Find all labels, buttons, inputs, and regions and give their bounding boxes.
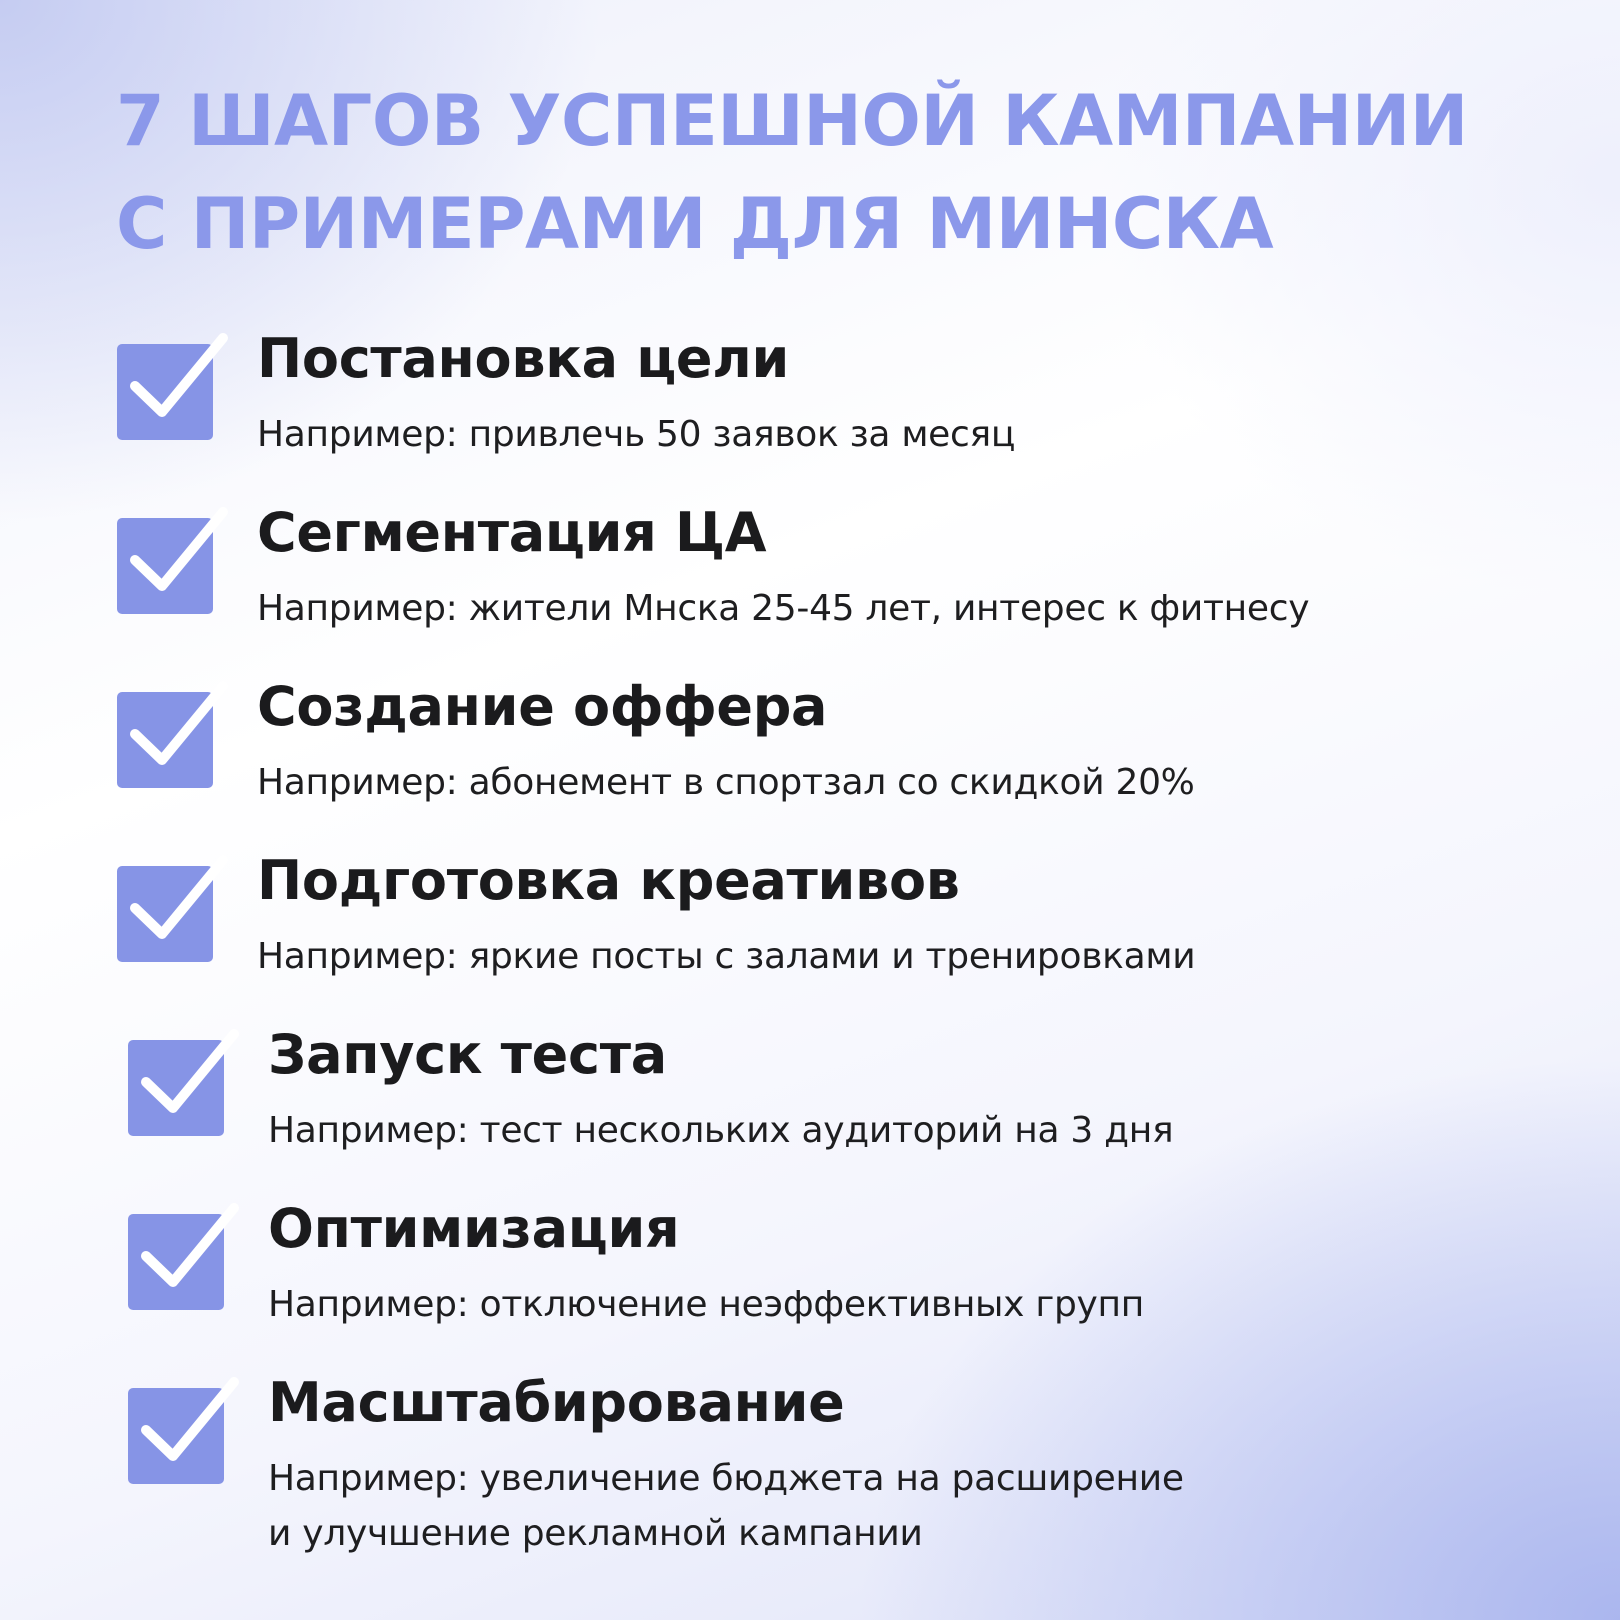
checkbox-checked-icon — [117, 692, 213, 788]
step-example — [257, 755, 1195, 810]
step-title: Сегментация ЦА — [257, 501, 767, 564]
step-example-line: Например: тест нескольких аудиторий на 3 дня — [268, 1110, 1174, 1151]
step-title: Масштабирование — [268, 1371, 845, 1434]
step-example — [257, 581, 1309, 636]
checkbox-checked-icon — [128, 1214, 224, 1310]
checkbox-checked-icon — [128, 1040, 224, 1136]
checkbox-checked-icon — [117, 344, 213, 440]
step-title: Подготовка креативов — [257, 849, 960, 912]
step-example — [268, 1451, 1184, 1561]
step-example-line: Например: увеличение бюджета на расширение — [268, 1458, 1184, 1499]
step-title: Создание оффера — [257, 675, 828, 738]
title-line-1: 7 ШАГОВ УСПЕШНОЙ КАМПАНИИ — [116, 80, 1468, 162]
checkbox-checked-icon — [128, 1388, 224, 1484]
page-title — [116, 70, 1536, 276]
step-example — [257, 407, 1015, 462]
step-example-line: Например: яркие посты с залами и тренировками — [257, 936, 1196, 977]
step-title: Запуск теста — [268, 1023, 667, 1086]
step-example-line: Например: отключение неэффективных групп — [268, 1284, 1144, 1325]
step-example-line: Например: абонемент в спортзал со скидкой 20% — [257, 762, 1195, 803]
step-example-line: Например: жители Мнска 25-45 лет, интерес к фитнесу — [257, 588, 1310, 629]
step-title: Оптимизация — [268, 1197, 680, 1260]
checkbox-checked-icon — [117, 866, 213, 962]
step-example-line: Например: привлечь 50 заявок за месяц — [257, 414, 1016, 455]
title-line-2: С ПРИМЕРАМИ ДЛЯ МИНСКА — [116, 183, 1274, 265]
step-example-line: и улучшение рекламной кампании — [268, 1513, 923, 1554]
step-example — [257, 929, 1195, 984]
step-example — [268, 1277, 1144, 1332]
checkbox-checked-icon — [117, 518, 213, 614]
step-title: Постановка цели — [257, 327, 790, 390]
step-example — [268, 1103, 1173, 1158]
